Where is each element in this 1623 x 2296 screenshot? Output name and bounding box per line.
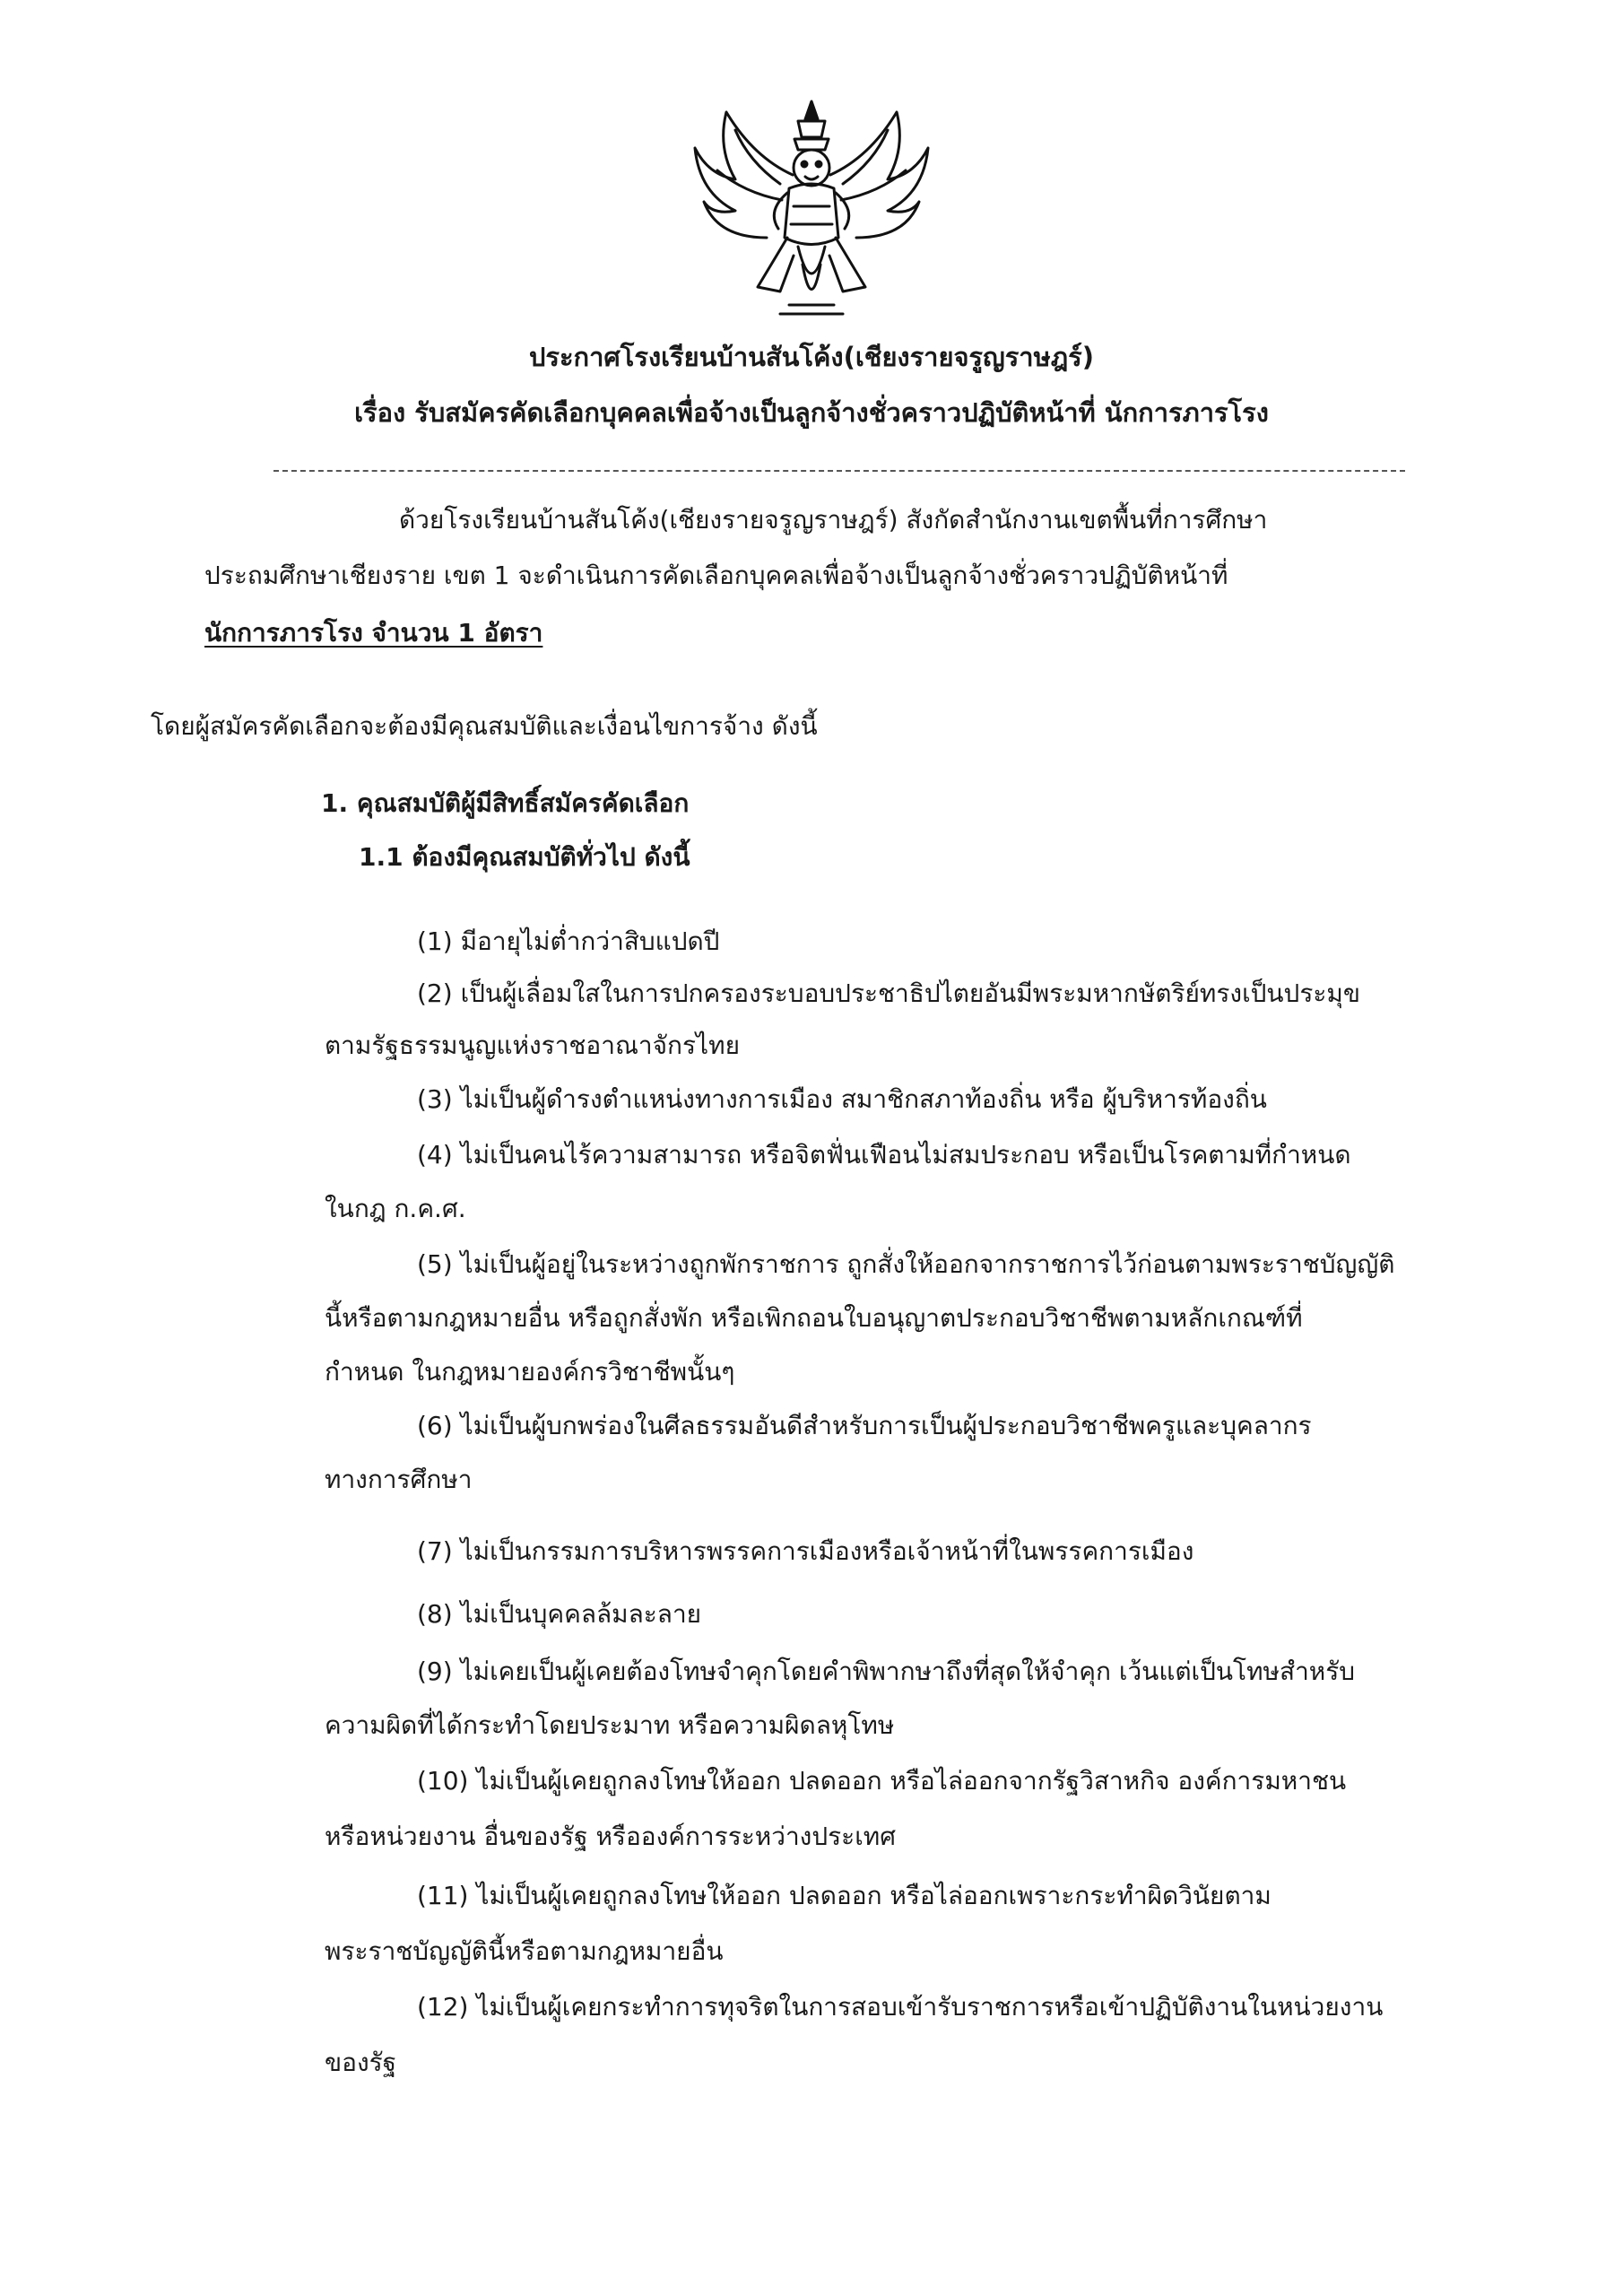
item-2: (2) เป็นผู้เลื่อมใสในการปกครองระบอบประชาธิปไตยอันมีพระมหากษัตริย์ทรงเป็นประมุข: [417, 978, 1361, 1008]
section-heading-1-1: 1.1 ต้องมีคุณสมบัติทั่วไป ดังนี้: [359, 842, 690, 872]
item-11: (11) ไม่เป็นผู้เคยถูกลงโทษให้ออก ปลดออก หรือไล่ออกเพราะกระทำผิดวินัยตาม: [417, 1881, 1271, 1910]
announcement-subject: เรื่อง รับสมัครคัดเลือกบุคคลเพื่อจ้างเป็นลูกจ้างชั่วคราวปฏิบัติหน้าที่ นักการภารโรง: [354, 397, 1269, 428]
item-9: (9) ไม่เคยเป็นผู้เคยต้องโทษจำคุกโดยคำพิพากษาถึงที่สุดให้จำคุก เว้นแต่เป็นโทษสำหรับ: [417, 1657, 1356, 1686]
intro-line-1: ด้วยโรงเรียนบ้านสันโค้ง(เชียงรายจรูญราษฎร์) สังกัดสำนักงานเขตพื้นที่การศึกษา: [399, 505, 1268, 535]
item-11-cont: พระราชบัญญัตินี้หรือตามกฎหมายอื่น: [325, 1936, 724, 1966]
item-2-cont: ตามรัฐธรรมนูญแห่งราชอาณาจักรไทย: [325, 1031, 740, 1060]
item-12: (12) ไม่เป็นผู้เคยกระทำการทุจริตในการสอบเข้ารับราชการหรือเข้าปฏิบัติงานในหน่วยงาน: [417, 1992, 1384, 2022]
garuda-emblem-icon: [681, 94, 942, 323]
item-5-cont-1: นี้หรือตามกฎหมายอื่น หรือถูกสั่งพัก หรือเพิกถอนใบอนุญาตประกอบวิชาชีพตามหลักเกณฑ์ที่: [325, 1303, 1303, 1333]
item-10: (10) ไม่เป็นผู้เคยถูกลงโทษให้ออก ปลดออก หรือไล่ออกจากรัฐวิสาหกิจ องค์การมหาชน: [417, 1766, 1347, 1796]
divider: [273, 470, 1405, 472]
item-7: (7) ไม่เป็นกรรมการบริหารพรรคการเมืองหรือเจ้าหน้าที่ในพรรคการเมือง: [417, 1536, 1194, 1566]
item-8: (8) ไม่เป็นบุคคลล้มละลาย: [417, 1599, 702, 1629]
section-heading-1: 1. คุณสมบัติผู้มีสิทธิ์สมัครคัดเลือก: [321, 788, 690, 818]
item-12-cont: ของรัฐ: [325, 2048, 397, 2077]
item-4: (4) ไม่เป็นคนไร้ความสามารถ หรือจิตฟั่นเฟือนไม่สมประกอบ หรือเป็นโรคตามที่กำหนด: [417, 1140, 1351, 1170]
item-10-cont: หรือหน่วยงาน อื่นของรัฐ หรือองค์การระหว่างประเทศ: [325, 1822, 896, 1851]
item-5-cont-2: กำหนด ในกฎหมายองค์กรวิชาชีพนั้นๆ: [325, 1357, 735, 1387]
item-3: (3) ไม่เป็นผู้ดำรงตำแหน่งทางการเมือง สมาชิกสภาท้องถิ่น หรือ ผู้บริหารท้องถิ่น: [417, 1084, 1267, 1114]
item-9-cont: ความผิดที่ได้กระทำโดยประมาท หรือความผิดลหุโทษ: [325, 1710, 895, 1740]
position-count: นักการภารโรง จำนวน 1 อัตรา: [204, 618, 543, 648]
item-5: (5) ไม่เป็นผู้อยู่ในระหว่างถูกพักราชการ ถูกสั่งให้ออกจากราชการไว้ก่อนตามพระราชบัญญัติ: [417, 1249, 1395, 1279]
item-6-cont: ทางการศึกษา: [325, 1465, 473, 1494]
item-1: (1) มีอายุไม่ต่ำกว่าสิบแปดปี: [417, 926, 720, 956]
item-4-cont: ในกฎ ก.ค.ศ.: [325, 1194, 466, 1223]
conditions-intro: โดยผู้สมัครคัดเลือกจะต้องมีคุณสมบัติและเงื่อนไขการจ้าง ดังนี้: [151, 711, 818, 741]
announcement-title: ประกาศโรงเรียนบ้านสันโค้ง(เชียงรายจรูญราษฎร์): [528, 342, 1094, 372]
intro-line-2: ประถมศึกษาเชียงราย เขต 1 จะดำเนินการคัดเลือกบุคคลเพื่อจ้างเป็นลูกจ้างชั่วคราวปฏิบัติหน้าที่: [204, 561, 1228, 590]
item-6: (6) ไม่เป็นผู้บกพร่องในศีลธรรมอันดีสำหรับการเป็นผู้ประกอบวิชาชีพครูและบุคลากร: [417, 1411, 1312, 1440]
